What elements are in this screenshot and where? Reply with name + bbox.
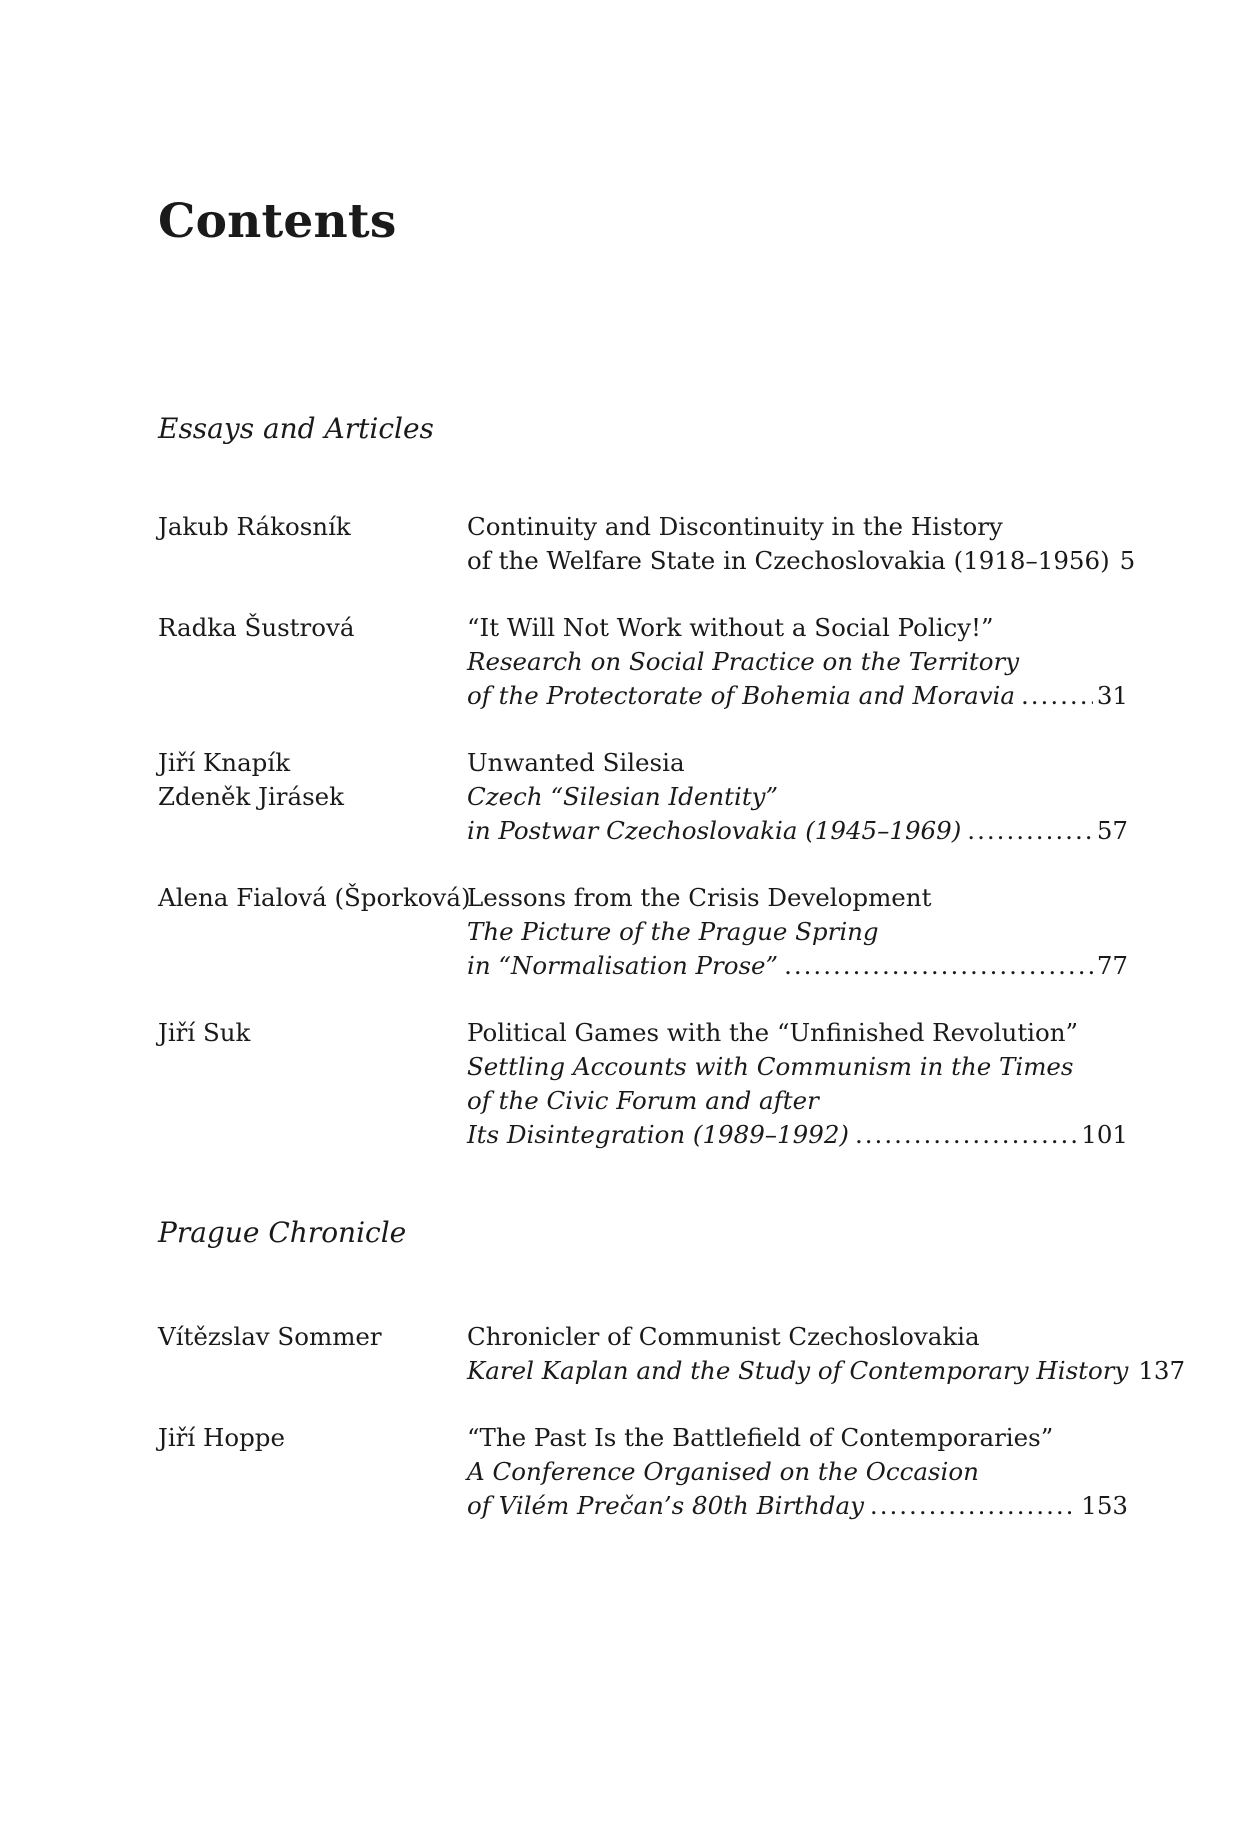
entry-authors [158, 881, 478, 915]
entry-subtitle-last: of Vilém Prečan’s 80th Birthday [467, 1491, 864, 1520]
entry-title: Continuity and Discontinuity in the History [467, 512, 1003, 541]
author-name: Zdeněk Jirásek [158, 782, 345, 811]
entry-title: “The Past Is the Battlefield of Contemporaries” [467, 1423, 1054, 1452]
entry-authors [158, 1016, 478, 1050]
entry-last-line [467, 679, 1128, 713]
entry-title-block [467, 611, 1128, 713]
page-number: 101 [1081, 1120, 1128, 1149]
page-number: 57 [1096, 816, 1128, 845]
entry-authors [158, 1421, 478, 1455]
entry-last-line [467, 1118, 1128, 1152]
entry-subtitle-last: Karel Kaplan and the Study of Contemporary History [467, 1356, 1129, 1385]
entry-title-continuation: of the Welfare State in Czechoslovakia (1918–1956) [467, 546, 1110, 575]
entry-title-block [467, 746, 1128, 848]
entry-subtitle: Research on Social Practice on the Territory [467, 647, 1020, 676]
entry-title: “It Will Not Work without a Social Policy!” [467, 613, 994, 642]
author-name: Jiří Suk [158, 1018, 251, 1047]
entry-authors [158, 1320, 478, 1354]
entry-subtitle: of the Civic Forum and after [467, 1086, 819, 1115]
page-number: 77 [1096, 951, 1128, 980]
author-name: Radka Šustrová [158, 613, 355, 642]
entry-title: Political Games with the “Unfinished Revolution” [467, 1018, 1079, 1047]
dot-leader [855, 1118, 1077, 1152]
entry-last-line [467, 949, 1128, 983]
entry-subtitle: Czech “Silesian Identity” [467, 782, 779, 811]
dot-leader [784, 949, 1093, 983]
entry-last-line [467, 544, 1136, 578]
entry-last-line [467, 814, 1128, 848]
entry-title-block [467, 510, 1136, 578]
entry-title-block [467, 1320, 1186, 1388]
entry-subtitle-last: in Postwar Czechoslovakia (1945–1969) [467, 816, 962, 845]
entry-subtitle-last: in “Normalisation Prose” [467, 951, 779, 980]
entry-subtitle: The Picture of the Prague Spring [467, 917, 879, 946]
entry-title-block [467, 1421, 1128, 1523]
entry-title-block [467, 881, 1128, 983]
entry-subtitle-last: Its Disintegration (1989–1992) [467, 1120, 849, 1149]
entry-last-line [467, 1489, 1128, 1523]
author-name: Jiří Knapík [158, 748, 291, 777]
section-heading-essays: Essays and Articles [158, 412, 434, 445]
entry-title-block [467, 1016, 1128, 1152]
author-name: Vítězslav Sommer [158, 1322, 382, 1351]
entry-title: Lessons from the Crisis Development [467, 883, 932, 912]
entry-subtitle: A Conference Organised on the Occasion [467, 1457, 979, 1486]
entry-last-line [467, 1354, 1186, 1388]
entry-authors [158, 746, 478, 814]
page-title: Contents [158, 194, 397, 249]
author-name: Jakub Rákosník [158, 512, 351, 541]
page-number: 31 [1096, 681, 1128, 710]
dot-leader [967, 814, 1093, 848]
page-number: 5 [1119, 546, 1136, 575]
entry-title: Chronicler of Communist Czechoslovakia [467, 1322, 980, 1351]
author-name: Alena Fialová (Šporková) [158, 883, 471, 912]
entry-subtitle: Settling Accounts with Communism in the Times [467, 1052, 1074, 1081]
entry-subtitle-last: of the Protectorate of Bohemia and Moravia [467, 681, 1015, 710]
entry-authors [158, 510, 478, 544]
entry-authors [158, 611, 478, 645]
entry-title: Unwanted Silesia [467, 748, 685, 777]
page-number: 153 [1081, 1491, 1128, 1520]
page-number: 137 [1138, 1356, 1186, 1385]
dot-leader [870, 1489, 1077, 1523]
author-name: Jiří Hoppe [158, 1423, 285, 1452]
section-heading-prague-chronicle: Prague Chronicle [158, 1216, 407, 1249]
dot-leader [1021, 679, 1093, 713]
